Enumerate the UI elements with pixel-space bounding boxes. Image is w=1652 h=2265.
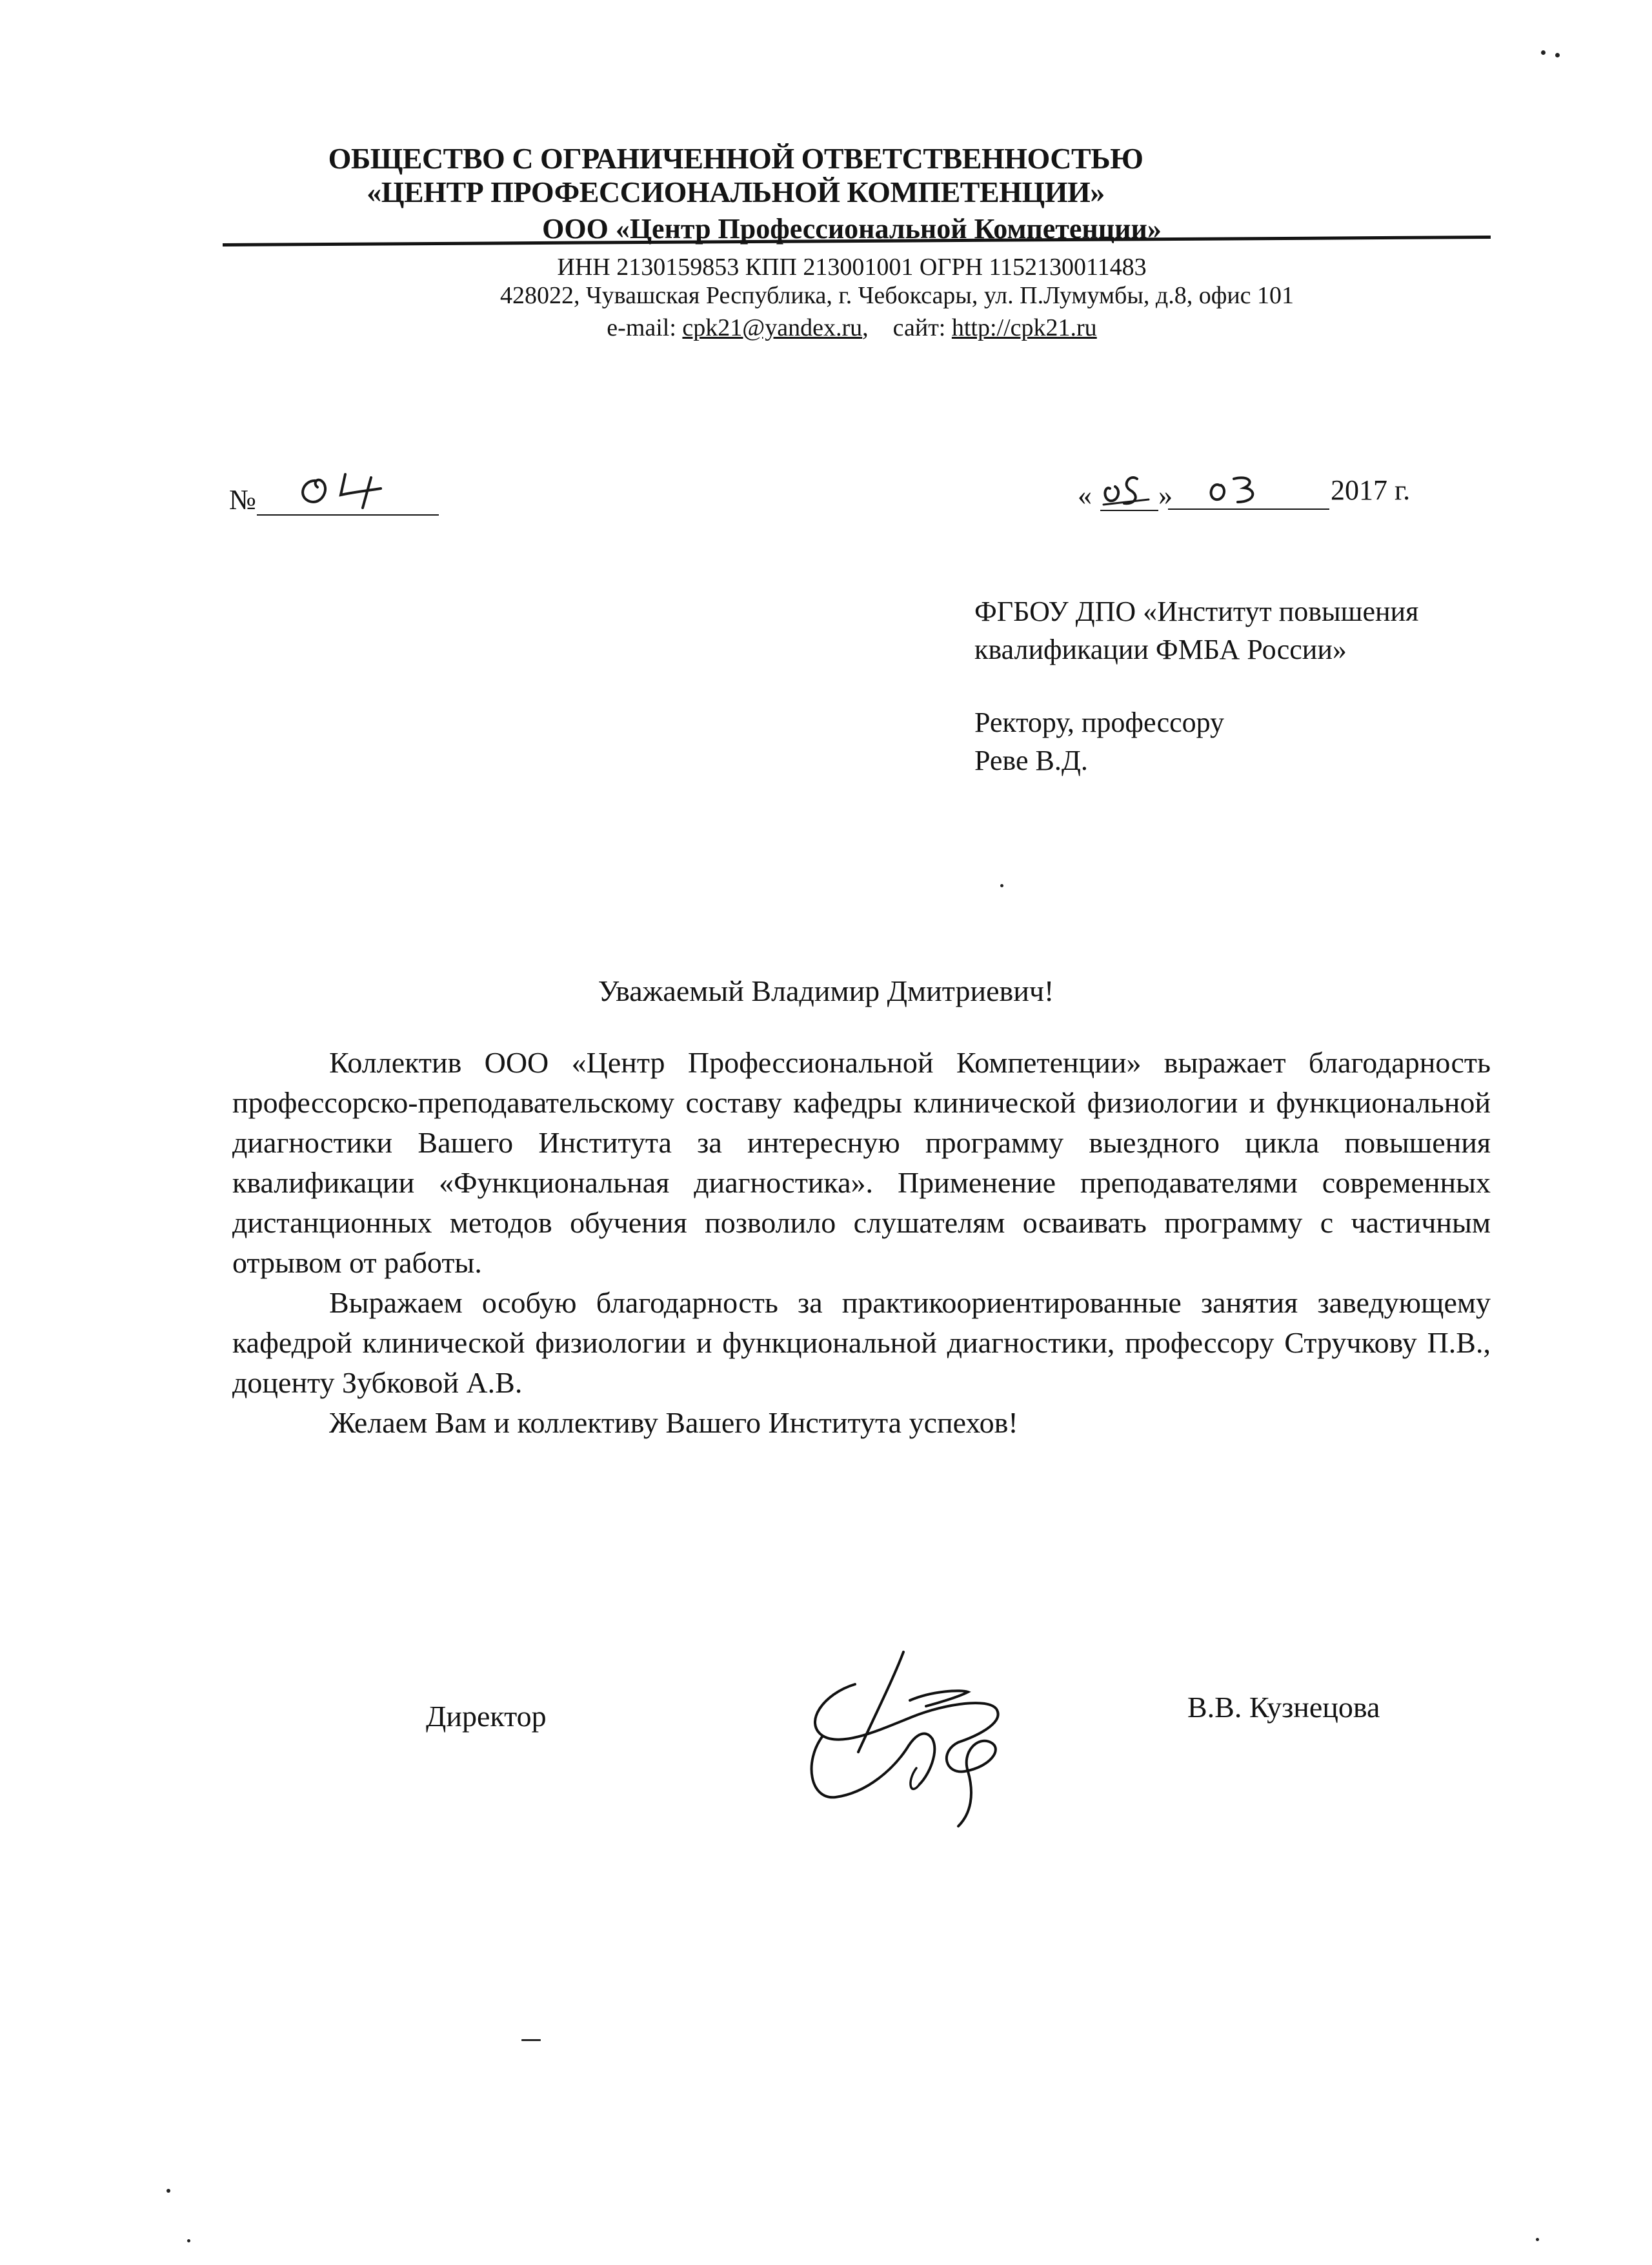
handwritten-number [290,461,413,513]
addressee-position: Ректору, профессору [974,707,1225,738]
outgoing-number-label: № [229,484,256,516]
addressee-organization [974,592,1504,669]
addressee-organization-line2: квалификации ФМБА России» [974,634,1347,665]
site-label: сайт: [892,314,946,341]
handwritten-signature [797,1639,1055,1833]
scan-speck [1000,884,1003,887]
signatory-position: Директор [426,1700,547,1733]
date-close-quote: » [1158,479,1173,511]
letter-body [232,1043,1491,1443]
date-open-quote: « [1078,479,1092,511]
organization-contacts: e-mail: cpk21@yandex.ru, сайт: http://cpk21.ru [607,314,1097,341]
addressee-name: Реве В.Д. [974,745,1088,776]
paragraph-3: Желаем Вам и коллективу Вашего Института успехов! [329,1406,1018,1439]
addressee-person [974,703,1504,780]
outgoing-number-line [257,514,439,516]
scan-speck [1536,2238,1539,2241]
organization-address: 428022, Чувашская Республика, г. Чебоксары, ул. П.Лумумбы, д.8, офис 101 [499,282,1294,309]
email-label: e-mail: [607,314,676,341]
organization-full-name-line2: «ЦЕНТР ПРОФЕССИОНАЛЬНОЙ КОМПЕТЕНЦИИ» [367,176,1105,208]
signatory-name: В.В. Кузнецова [1187,1691,1380,1724]
scan-speck [1555,53,1560,57]
date-year: 2017 г. [1331,474,1411,506]
handwritten-date [1091,459,1304,514]
email-link[interactable]: cpk21@yandex.ru [682,314,863,341]
paragraph-1: Коллектив ООО «Центр Профессиональной Компетенции» выражает благодарность профессорско-преподавательскому составу кафедры клинической физиологии и функциональной диагностики Вашего Института за интересную программу выездного цикла повышения квалификации «Функциональная диагностика». Применение преподавателями современных дистанционных методов обучения позволило слушателям осваивать программу с частичным отрывом от работы. [232,1046,1491,1279]
scan-speck [1541,50,1546,55]
salutation: Уважаемый Владимир Дмитриевич! [598,974,1054,1007]
organization-full-name-line1: ОБЩЕСТВО С ОГРАНИЧЕННОЙ ОТВЕТСТВЕННОСТЬЮ [328,142,1143,175]
paragraph-2: Выражаем особую благодарность за практикоориентированные занятия заведующему кафедрой клинической физиологии и функциональной диагностики, профессору Стручкову П.В., доценту Зубковой А.В. [232,1286,1491,1399]
organization-short-name: ООО «Центр Профессиональной Компетенции» [542,213,1162,245]
organization-requisites: ИНН 2130159853 КПП 213001001 ОГРН 1152130011483 [557,254,1147,281]
scan-speck [187,2239,190,2242]
scan-speck [521,2039,541,2041]
site-link[interactable]: http://cpk21.ru [951,314,1097,341]
addressee-organization-line1: ФГБОУ ДПО «Институт повышения [974,596,1419,627]
scan-speck [166,2189,170,2193]
